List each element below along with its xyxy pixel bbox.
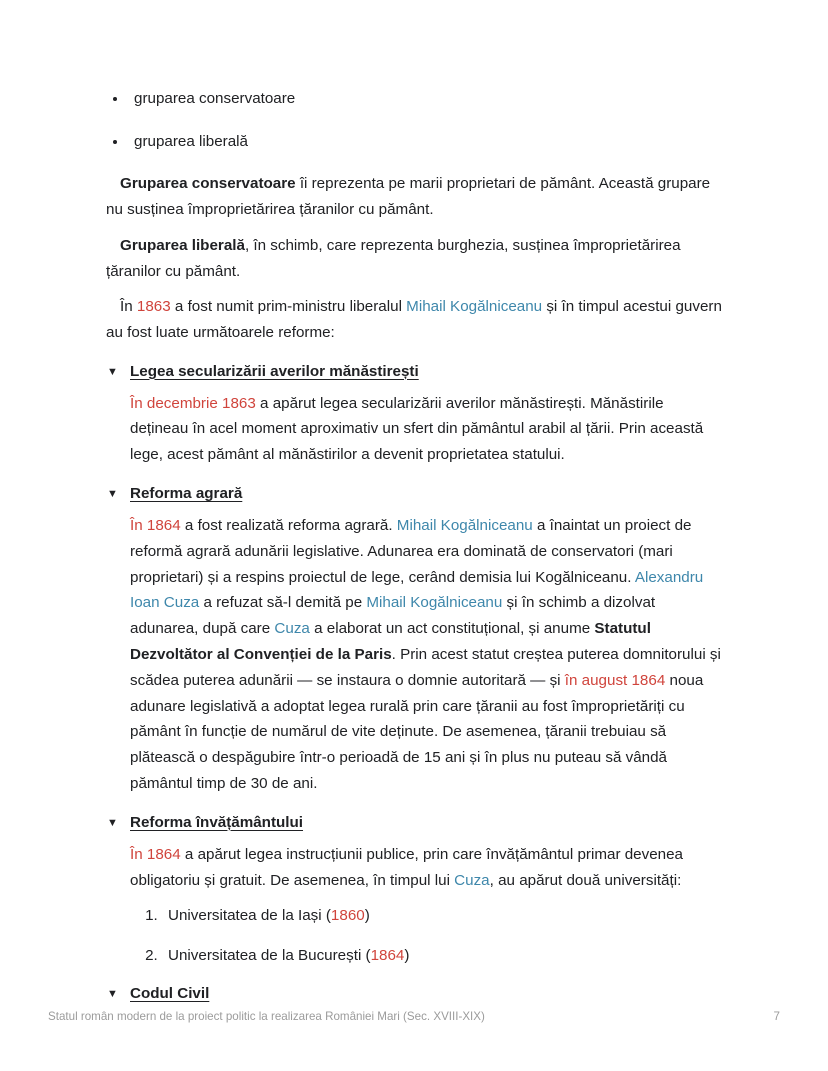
paragraph-liberal [106, 233, 724, 284]
section-heading-label: Legea secularizării averilor mănăstirești [130, 362, 419, 380]
chevron-down-icon[interactable]: ▼ [107, 988, 118, 1001]
section-date: În 1864 [130, 516, 181, 534]
list-item-year: 1864 [370, 946, 405, 964]
section-body-reforma-invatamantului [106, 842, 724, 894]
person-link-kogalniceanu[interactable]: Mihail Kogălniceanu [396, 516, 533, 534]
universities-numbered-list [106, 903, 724, 968]
chevron-down-icon[interactable]: ▼ [107, 487, 118, 500]
section-heading-codul-civil[interactable] [106, 982, 724, 1006]
footer-title: Statul român modern de la proiect politic la realizarea României Mari (Sec. XVIII-XIX) [48, 1010, 485, 1023]
section-text: a apărut legea secularizării averilor mănăstirești. Mănăstirile dețineau în acel moment aproximativ un sfert din pământul arabil al țării. Prin această lege, acest pământ al mănăstirilor a devenit proprietatea statului. [130, 394, 704, 464]
chevron-down-icon[interactable]: ▼ [107, 365, 118, 378]
paragraph-intro [106, 294, 724, 345]
grouping-bullet-list [106, 86, 724, 154]
section-date-secondary: în august 1864 [564, 671, 666, 689]
intro-post: și în timpul acestui guvern au fost luate următoarele reforme: [106, 298, 722, 341]
section-heading-label: Reforma agrară [130, 484, 243, 502]
section-text: și în schimb a dizolvat adunarea, după care [130, 594, 656, 638]
section-heading-label: Codul Civil [130, 985, 210, 1003]
bullet-label: gruparea liberală [134, 132, 248, 150]
list-item-year: 1860 [330, 907, 365, 925]
section-text: a elaborat un act constituțional, și anume [309, 620, 595, 638]
section-heading-reforma-invatamantului[interactable] [106, 811, 724, 835]
section-heading-reforma-agrara[interactable] [106, 482, 724, 506]
section-body-secularizare [106, 391, 724, 468]
section-text: , au apărut două universități: [489, 871, 682, 889]
paragraph-conservative [106, 171, 724, 222]
section-text: a fost realizată reforma agrară. [180, 516, 397, 534]
list-item-close: ) [364, 907, 370, 925]
footer-page-number: 7 [773, 1010, 780, 1023]
list-item [106, 86, 724, 112]
list-item [162, 943, 724, 969]
section-date: În decembrie 1863 [130, 394, 256, 412]
section-text: a refuzat să-l demită pe [199, 594, 367, 612]
person-link-cuza[interactable]: Cuza [454, 871, 490, 889]
section-date: În 1864 [130, 845, 181, 863]
page-footer [48, 1010, 780, 1023]
person-link-cuza[interactable]: Cuza [274, 620, 310, 638]
paragraph-text: îi reprezenta pe marii proprietari de pământ. Această grupare nu susținea împroprietărirea țăranilor cu pământ. [106, 175, 711, 218]
intro-year: 1863 [136, 298, 171, 316]
section-text: noua adunare legislativă a adoptat legea rurală prin care țăranii au fost împroprietăriți cu pământ în funcție de numărul de vite deținute. De asemenea, țăranii trebuiau să plătească o despăgubire într-o perioadă de 15 ani și în plus nu puteau să vândă pământul timp de 30 de ani. [130, 671, 704, 792]
list-item-label: Universitatea de la Iași ( [168, 907, 331, 925]
paragraph-lead-bold: Gruparea conservatoare [120, 175, 296, 192]
list-item-label: Universitatea de la București ( [168, 946, 371, 964]
intro-mid: a fost numit prim-ministru liberalul [170, 298, 407, 316]
bullet-label: gruparea conservatoare [134, 90, 296, 107]
section-text: a înaintat un proiect de reformă agrară adunării legislative. Adunarea era dominată de conservatori (mari proprietari) și a respins proiectul de lege, cerând demisia lui Kogălniceanu. [130, 516, 692, 586]
list-item-close: ) [404, 946, 410, 964]
section-text: a apărut legea instrucțiunii publice, prin care învățământul primar devenea obligatoriu și gratuit. De asemenea, în timpul lui [130, 845, 684, 889]
person-link-kogalniceanu[interactable]: Mihail Kogălniceanu [366, 594, 503, 612]
paragraph-lead-bold: Gruparea liberală [120, 237, 245, 255]
section-heading-label: Reforma învățământului [130, 813, 304, 831]
act-name-bold: Statutul Dezvoltător al Convenției de la Paris [130, 620, 651, 663]
list-item [106, 129, 724, 155]
section-heading-secularizare[interactable] [106, 360, 724, 384]
intro-pre: În [120, 298, 137, 316]
list-item [162, 903, 724, 929]
document-content [106, 86, 724, 1013]
intro-person-link[interactable]: Mihail Kogălniceanu [406, 298, 543, 316]
paragraph-text: , în schimb, care reprezenta burghezia, susținea împroprietărirea țăranilor cu pământ. [106, 237, 681, 280]
person-link-cuza[interactable]: Alexandru Ioan Cuza [130, 568, 704, 612]
section-body-reforma-agrara [106, 513, 724, 797]
chevron-down-icon[interactable]: ▼ [107, 816, 118, 829]
section-text: . Prin acest statut creștea puterea domnitorului și scădea puterea adunării — se instaura o domnie autoritară — și [130, 645, 721, 689]
